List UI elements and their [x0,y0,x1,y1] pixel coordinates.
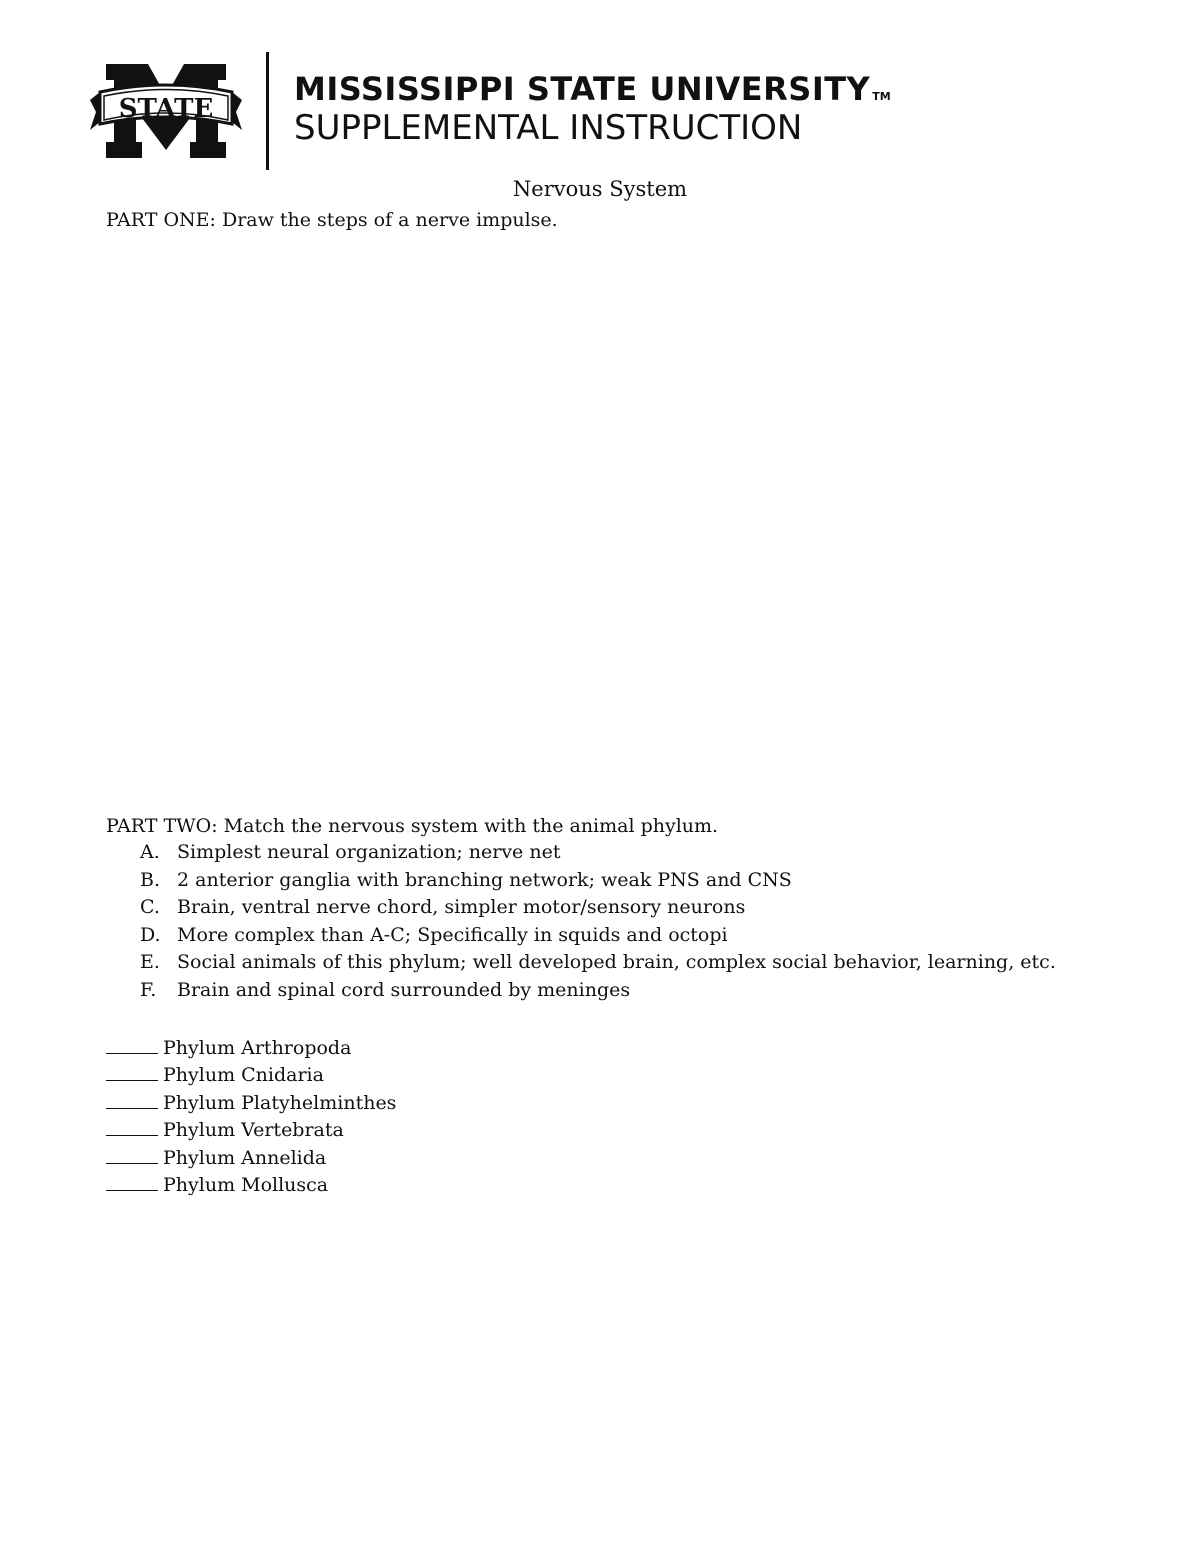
university-name: MISSISSIPPI STATE UNIVERSITY TM [294,70,891,108]
header-divider [266,52,269,170]
list-item: F. Brain and spinal cord surrounded by meninges [140,978,631,1001]
phyla-list [106,1036,396,1200]
phylum-row: Phylum Cnidaria [106,1063,396,1090]
list-item: B. 2 anterior ganglia with branching network; weak PNS and CNS [140,868,792,891]
answer-blank[interactable] [106,1118,158,1136]
phylum-row: Phylum Arthropoda [106,1036,396,1063]
part-one-prompt: PART ONE: Draw the steps of a nerve impulse. [106,209,558,231]
program-subtitle: SUPPLEMENTAL INSTRUCTION [294,108,803,148]
phylum-row: Phylum Platyhelminthes [106,1091,396,1118]
trademark: TM [872,90,891,103]
answer-blank[interactable] [106,1063,158,1081]
answer-blank[interactable] [106,1173,158,1191]
answer-blank[interactable] [106,1036,158,1054]
msu-logo [86,62,246,160]
part-two-prompt: PART TWO: Match the nervous system with the animal phylum. [106,815,719,837]
phylum-row: Phylum Mollusca [106,1173,396,1200]
list-item: A. Simplest neural organization; nerve net [140,841,561,863]
options-list [140,843,1056,1009]
answer-blank[interactable] [106,1146,158,1164]
phylum-row: Phylum Vertebrata [106,1118,396,1145]
logo-text: STATE [118,94,214,124]
list-item: D. More complex than A-C; Specifically in squids and octopi [140,923,728,946]
answer-blank[interactable] [106,1091,158,1109]
list-item: C. Brain, ventral nerve chord, simpler motor/sensory neurons [140,896,746,919]
phylum-row: Phylum Annelida [106,1146,396,1173]
page-title: Nervous System [512,177,688,201]
list-item: E. Social animals of this phylum; well developed brain, complex social behavior, learning, etc. [140,951,1056,974]
